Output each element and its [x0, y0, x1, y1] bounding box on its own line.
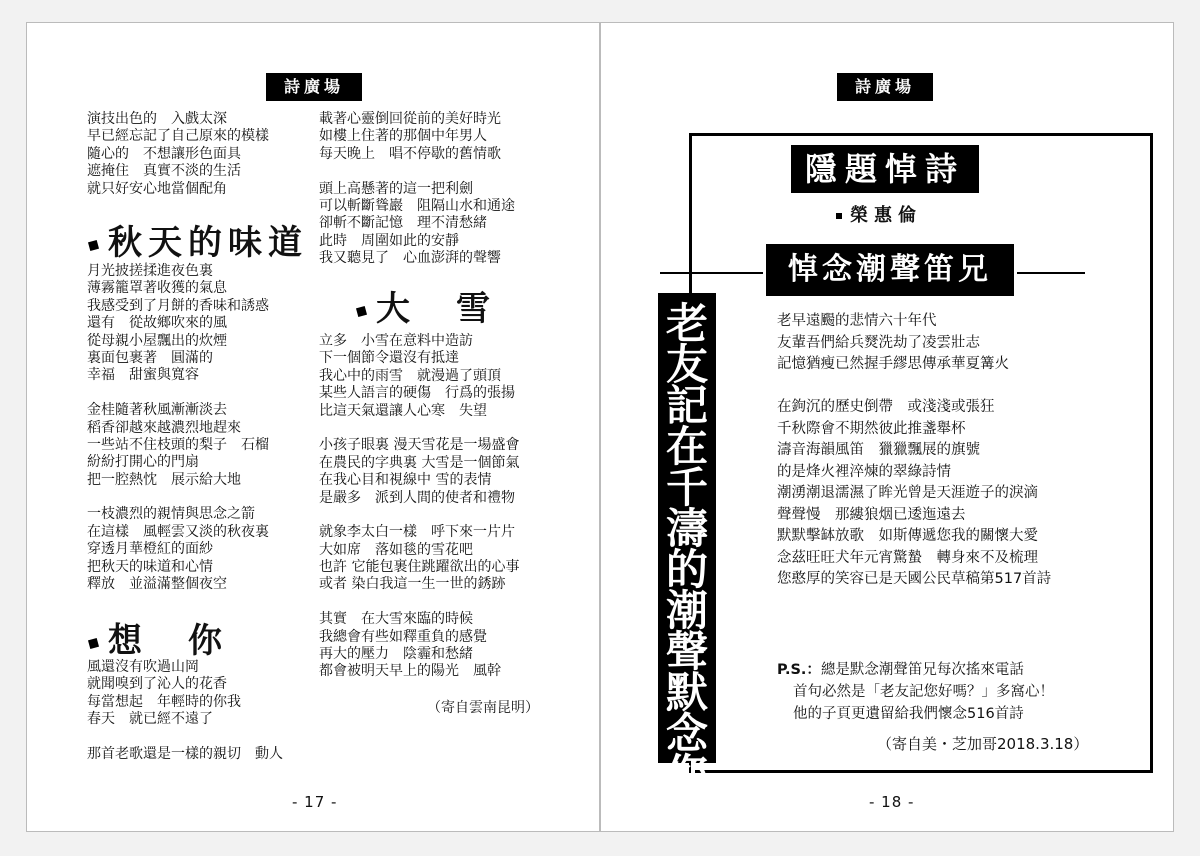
poem-line: 春天 就已經不遠了 — [87, 711, 213, 728]
section-header: 詩廣場 — [837, 73, 933, 101]
stanza-gap — [319, 420, 519, 437]
vertical-char: 聲 — [665, 627, 708, 676]
poem-title-text: 秋天的味道 — [108, 223, 308, 263]
right-column-intro — [319, 111, 515, 268]
poem-line: 聲聲慢 那縷狼烟已逶迤遠去 — [777, 506, 966, 523]
poem-line: 每當想起 年輕時的你我 — [87, 693, 241, 710]
poem-line: 薄霧籠罩著收獲的氣息 — [87, 280, 227, 297]
poem-line: 在我心目和視線中 雪的表情 — [319, 472, 492, 489]
poem-line: 一枝濃烈的親情與思念之箭 — [87, 506, 255, 523]
poem-line: 其實 在大雪來臨的時候 — [319, 611, 473, 628]
stanza-gap — [319, 594, 519, 611]
poem-title-heavy-snow — [357, 281, 496, 330]
poem-line: 金桂隨著秋風漸漸淡去 — [87, 402, 227, 419]
poem-line: 也許 它能包裹住跳躍欲出的心事 — [319, 559, 520, 576]
poem-title-miss-you — [89, 613, 228, 662]
poem-line: 在農民的字典裏 大雪是一個節氣 — [319, 454, 520, 471]
author-mark — [836, 213, 842, 219]
poem-line: 紛紛打開心的門扇 — [87, 454, 199, 471]
poem-line: 還有 從故鄉吹來的風 — [87, 315, 227, 332]
postscript — [777, 658, 1054, 724]
intro-stanza — [87, 111, 269, 198]
poem-title-autumn — [89, 215, 308, 264]
page-number: - 17 - — [292, 793, 338, 811]
stanza-gap — [319, 507, 519, 524]
poem-line: 風還沒有吹過山岡 — [87, 659, 199, 675]
poem-line: 在這樣 風輕雲又淡的秋夜裏 — [87, 523, 269, 540]
poem-line: 大如席 落如毯的雪花吧 — [319, 541, 473, 558]
memorial-poem-body — [777, 309, 1051, 589]
poem-line: 把一腔熱忱 展示給大地 — [87, 471, 241, 488]
page-number: - 18 - — [869, 793, 915, 811]
vertical-title — [658, 293, 716, 799]
stanza-gap — [777, 374, 1051, 396]
vertical-char: 您 — [665, 750, 708, 799]
poem-line: 友輩吾們給兵燹洗劫了凌雲壯志 — [777, 334, 980, 351]
poem-line: 穿透月華橙紅的面紗 — [87, 541, 213, 558]
poem-line: 載著心靈倒回從前的美好時光 — [319, 111, 501, 127]
poem-autumn-body — [87, 263, 269, 593]
vertical-char: 在 — [665, 422, 708, 471]
source-note: （寄自美・芝加哥2018.3.18） — [877, 735, 1089, 753]
poem-line: 潮湧潮退濡濕了眸光曾是天涯遊子的淚滴 — [777, 485, 1038, 501]
poem-line: 此時 周圍如此的安靜 — [319, 232, 459, 249]
poem-line: 釋放 並溢滿整個夜空 — [87, 576, 227, 593]
vertical-char: 默 — [665, 668, 708, 717]
poem-line: 把秋天的味道和心情 — [87, 558, 213, 575]
vertical-char: 千 — [665, 463, 708, 512]
stanza-gap — [87, 729, 283, 746]
poem-line: 比這天氣還讓人心寒 失望 — [319, 402, 487, 419]
poem-line: 可以斬斷聳巖 阻隔山水和通途 — [319, 197, 515, 214]
vertical-char: 潮 — [665, 586, 708, 635]
stanza-gap — [87, 385, 269, 402]
ps-text: 總是默念潮聲笛兄每次搖來電話 — [820, 662, 1024, 678]
ps-line — [777, 702, 1054, 724]
poem-line: 裏面包裹著 圓滿的 — [87, 349, 213, 366]
ps-label: P.S.： — [777, 662, 821, 678]
page-17 — [26, 22, 600, 832]
ps-text: 首句必然是「老友記您好嗎？」多窩心！ — [793, 684, 1054, 700]
poem-line: 立多 小雪在意料中造訪 — [319, 333, 473, 349]
poem-line: 下一個節令還沒有抵達 — [319, 350, 459, 367]
poem-line: 記憶猶瘦已然握手繆思傳承華夏篝火 — [777, 356, 1009, 372]
poem-line: 在鉤沉的歷史倒帶 或淺淺或張狂 — [777, 399, 995, 415]
sub-title: 悼念潮聲笛兄 — [763, 241, 1017, 299]
vertical-char: 記 — [665, 381, 708, 430]
poem-line: 您憨厚的笑容已是天國公民草稿第517首詩 — [777, 571, 1052, 587]
stanza-gap — [319, 163, 515, 180]
poem-line: 我感受到了月餅的香味和誘惑 — [87, 297, 269, 314]
vertical-char: 濤 — [665, 504, 708, 553]
title-mark — [88, 239, 99, 250]
poem-heavy-snow-body — [319, 333, 519, 681]
poem-line: 月光披搓揉進夜色裏 — [87, 263, 213, 279]
poem-title-text: 想 你 — [108, 621, 228, 661]
poem-line: 濤音海韻風笛 獵獵飄展的旗號 — [777, 442, 980, 458]
poem-line: 如樓上住著的那個中年男人 — [319, 128, 487, 145]
poem-line: 每天晚上 唱不停歇的舊情歌 — [319, 145, 501, 162]
poem-line: 都會被明天早上的陽光 風幹 — [319, 663, 501, 680]
poem-line: 卻斬不斷記憶 理不清愁緒 — [319, 215, 487, 232]
poem-line: 稻香卻越來越濃烈地趕來 — [87, 419, 241, 436]
poem-line: 某些人語言的硬傷 行爲的張揚 — [319, 385, 515, 402]
poem-line: 早已經忘記了自己原來的模樣 — [87, 128, 269, 145]
ps-text: 他的子頁更遺留給我們懷念516首詩 — [793, 706, 1024, 722]
poem-line: 我又聽見了 心血澎湃的聲響 — [319, 250, 501, 267]
vertical-char: 老 — [665, 299, 708, 348]
left-column — [87, 111, 269, 198]
source-note: （寄自雲南昆明） — [427, 700, 539, 716]
vertical-char: 念 — [665, 709, 708, 758]
stanza-gap — [87, 489, 269, 506]
poem-line: 就象李太白一樣 呼下來一片片 — [319, 524, 515, 541]
poem-line: 我總會有些如釋重負的感覺 — [319, 628, 487, 645]
page-18 — [600, 22, 1174, 832]
author-name: 榮惠倫 — [850, 205, 922, 226]
vertical-char: 的 — [665, 545, 708, 594]
poem-line: 那首老歌還是一樣的親切 動人 — [87, 745, 283, 762]
section-header: 詩廣場 — [266, 73, 362, 101]
poem-line: 是嚴多 派到人間的使者和禮物 — [319, 489, 515, 506]
poem-line: 從母親小屋飄出的炊煙 — [87, 332, 227, 349]
poem-line: 默默擊缽放歌 如斯傳遞您我的關懷大愛 — [777, 528, 1038, 544]
poem-line: 的是烽火裡淬煉的翠綠詩情 — [777, 463, 951, 480]
poem-line: 頭上高懸著的這一把利劍 — [319, 180, 473, 197]
ps-line — [777, 680, 1054, 702]
poem-line: 千秋際會不期然彼此推盞舉杯 — [777, 420, 966, 437]
poem-line: 隨心的 不想讓形色面具 — [87, 145, 241, 162]
poem-title-text: 大 雪 — [376, 289, 496, 329]
main-title: 隱題悼詩 — [791, 145, 979, 193]
ps-line — [777, 658, 1054, 680]
poem-line: 演技出色的 入戲太深 — [87, 111, 227, 127]
poem-line: 一些站不住枝頭的梨子 石榴 — [87, 436, 269, 453]
poem-line: 遮掩住 真實不淡的生活 — [87, 163, 241, 180]
poem-line: 念茲旺旺犬年元宵驚蟄 轉身來不及梳理 — [777, 549, 1038, 566]
title-mark — [356, 305, 367, 316]
poem-line: 再大的壓力 陰霾和愁緒 — [319, 646, 473, 663]
vertical-char: 友 — [665, 340, 708, 389]
author — [836, 201, 922, 227]
poem-line: 或者 染白我這一生一世的銹跡 — [319, 576, 506, 593]
poem-miss-you-body — [87, 659, 283, 763]
title-mark — [88, 637, 99, 648]
poem-line: 我心中的雨雪 就漫過了頭頂 — [319, 367, 501, 384]
poem-line: 就聞嗅到了沁人的花香 — [87, 676, 227, 693]
poem-line: 幸福 甜蜜與寬容 — [87, 367, 199, 384]
poem-line: 小孩子眼裏 漫天雪花是一場盛會 — [319, 437, 520, 454]
poem-line: 老早遠颺的悲情六十年代 — [777, 313, 937, 329]
poem-line: 就只好安心地當個配角 — [87, 180, 227, 197]
